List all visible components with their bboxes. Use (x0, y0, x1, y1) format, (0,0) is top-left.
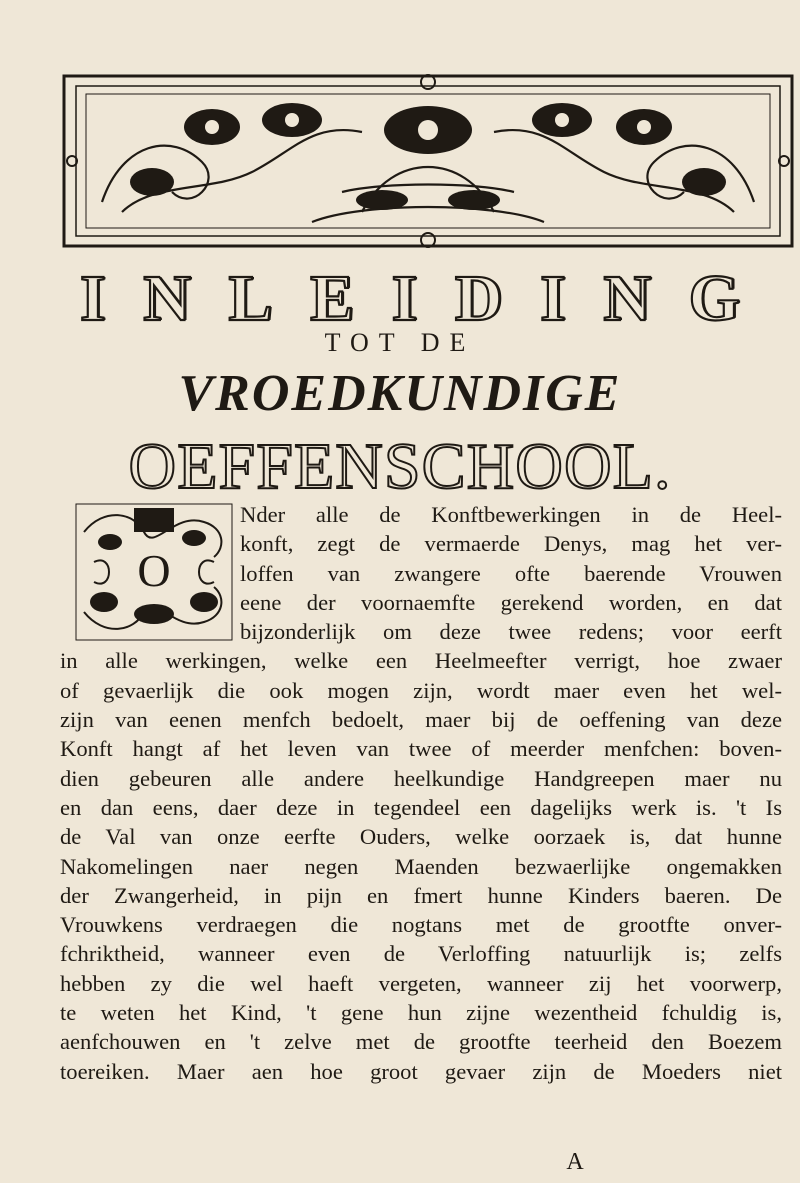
text-line: Nakomelingen naer negen Maenden bezwaerlijke ongemakken (60, 853, 782, 879)
text-line: de Val van onze eerfte Ouders, welke oorzaek is, dat hunne (60, 824, 782, 850)
text-line: bijzonderlijk om deze twee redens; voor eerft (240, 619, 782, 645)
text-line: eene der voornaemfte gerekend worden, en dat (240, 589, 782, 615)
heading-oeffenschool: OEFFENSCHOOL. (128, 430, 672, 503)
text-line: hebben zy die wel haeft vergeten, wanneer zij het voorwerp, (60, 970, 782, 996)
heading-inleiding (80, 262, 740, 335)
text-line: Konft hangt af het leven van twee of meerder menfchen: boven- (60, 736, 782, 762)
heading-letter: G (688, 262, 740, 335)
text-line: Vrouwkens verdraegen die nogtans met de grootfte onver- (60, 912, 782, 938)
heading-vroedkundige: VROEDKUNDIGE (178, 365, 622, 422)
heading-letter: I (540, 262, 566, 335)
text-line: loffen van zwangere ofte baerende Vrouwen (240, 560, 782, 586)
text-line: te weten het Kind, 't gene hun zijne wezentheid fchuldig is, (60, 1000, 782, 1026)
heading-letter: D (454, 262, 503, 335)
initial-letter-glyph: O (137, 545, 171, 596)
signature-mark: A (566, 1149, 584, 1175)
text-line: konft, zegt de vermaerde Denys, mag het ver- (240, 531, 782, 557)
heading-tot-de: TOT DE (324, 328, 476, 357)
text-line: zijn van eenen menfch bedoelt, maer bij de oeffening van deze (60, 707, 782, 733)
heading-letter: I (391, 262, 418, 335)
text-line: fchriktheid, wanneer even de Verloffing natuurlijk is; zelfs (60, 941, 782, 967)
text-line: en dan eens, daer deze in tegendeel een dagelijks werk is. 't Is (60, 794, 782, 820)
heading-letter: I (80, 262, 106, 335)
heading-letter: L (228, 262, 273, 335)
text-line: der Zwangerheid, in pijn en fmert hunne Kinders baeren. De (60, 882, 782, 908)
heading-letter: E (310, 262, 355, 335)
text-line: aenfchouwen en 't zelve met de grootfte teerheid den Boezem (60, 1029, 782, 1055)
text-line: Nder alle de Konftbewerkingen in de Heel- (240, 502, 782, 527)
text-line: toereiken. Maer aen hoe groot gevaer zijn de Moeders niet (60, 1058, 782, 1084)
text-line: dien gebeuren alle andere heelkundige Handgreepen maer nu (60, 765, 782, 791)
text-line: in alle werkingen, welke een Heelmeefter verrigt, hoe zwaer (60, 648, 782, 674)
body-text (60, 500, 782, 1086)
text-line: of gevaerlijk die ook mogen zijn, wordt maer even het wel- (60, 677, 782, 703)
heading-letter: N (143, 262, 191, 335)
ornamental-headpiece (62, 72, 794, 250)
heading-letter: N (603, 262, 652, 335)
